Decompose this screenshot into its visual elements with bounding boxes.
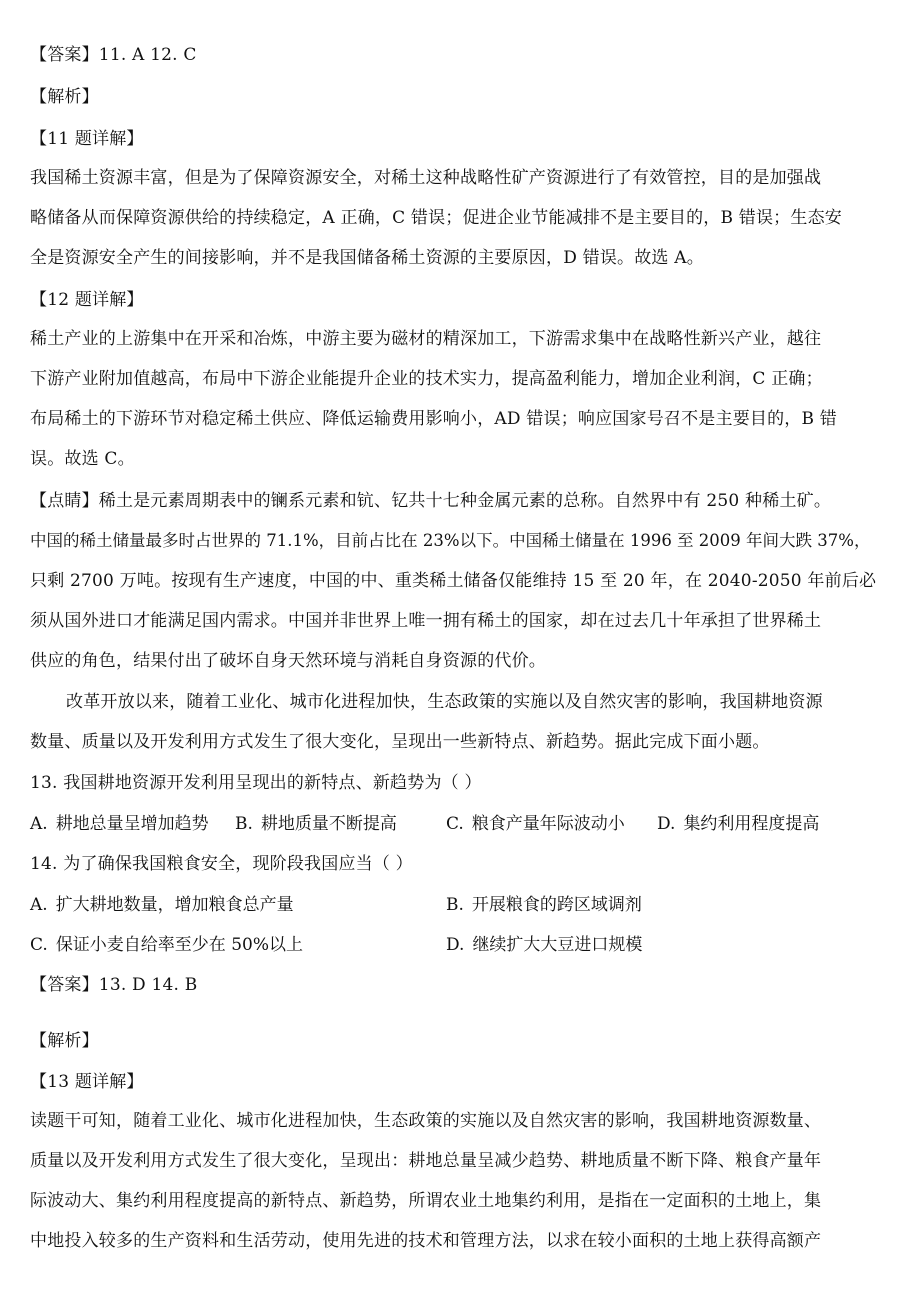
- q13-explanation-line: 读题干可知，随着工业化、城市化进程加快，生态政策的实施以及自然灾害的影响，我国耕地资源数量、: [30, 1111, 822, 1131]
- tip-line: 供应的角色，结果付出了破坏自身天然环境与消耗自身资源的代价。: [30, 651, 546, 671]
- option-key: D.: [446, 935, 465, 955]
- option-text: 耕地总量呈增加趋势: [55, 814, 209, 834]
- q13-stem: 13. 我国耕地资源开发利用呈现出的新特点、新趋势为（ ）: [30, 773, 482, 793]
- option-key: D.: [657, 814, 676, 834]
- q12-explanation-line: 下游产业附加值越高，布局中下游企业能提升企业的技术实力，提高盈利能力，增加企业利润，C 正确；: [30, 369, 823, 389]
- q12-explanation-line: 稀土产业的上游集中在开采和冶炼，中游主要为磁材的精深加工，下游需求集中在战略性新兴产业，越往: [30, 329, 822, 349]
- q14-option-b: [446, 893, 642, 917]
- tip-line: 须从国外进口才能满足国内需求。中国并非世界上唯一拥有稀土的国家，却在过去几十年承担了世界稀土: [30, 611, 822, 631]
- q13-option-b: [235, 812, 397, 836]
- option-text: 耕地质量不断提高: [260, 814, 397, 834]
- option-key: C.: [446, 814, 464, 834]
- q11-explanation-line: 全是资源安全产生的间接影响，并不是我国储备稀土资源的主要原因，D 错误。故选 A。: [30, 248, 704, 268]
- q13-option-c: [446, 812, 625, 836]
- q13-option-d: [657, 812, 819, 836]
- option-key: A.: [30, 895, 48, 915]
- option-text: 扩大耕地数量，增加粮食总产量: [55, 895, 294, 915]
- q13-explanation-line: 质量以及开发利用方式发生了很大变化，呈现出：耕地总量呈减少趋势、耕地质量不断下降、粮食产量年: [30, 1151, 822, 1171]
- q14-option-a: [30, 893, 294, 917]
- option-key: C.: [30, 935, 48, 955]
- q14-option-d: [446, 933, 642, 957]
- q12-detail-heading: 【12 题详解】: [30, 290, 144, 310]
- answer-line-13-14: 【答案】13. D 14. B: [30, 975, 198, 995]
- q12-explanation-line: 误。故选 C。: [30, 449, 135, 469]
- option-text: 开展粮食的跨区域调剂: [471, 895, 642, 915]
- q11-explanation-line: 略储备从而保障资源供给的持续稳定，A 正确，C 错误；促进企业节能减排不是主要目的，B 错误；生态安: [30, 208, 842, 228]
- analysis-heading: 【解析】: [30, 87, 99, 107]
- answer-line-11-12: 【答案】11. A 12. C: [30, 45, 197, 65]
- option-text: 保证小麦自给率至少在 50%以上: [55, 935, 304, 955]
- q13-explanation-line: 中地投入较多的生产资料和生活劳动，使用先进的技术和管理方法，以求在较小面积的土地上获得高额产: [30, 1231, 822, 1251]
- q13-option-a: [30, 812, 209, 836]
- q12-explanation-line: 布局稀土的下游环节对稳定稀土供应、降低运输费用影响小，AD 错误；响应国家号召不是主要目的，B 错: [30, 409, 838, 429]
- q13-explanation-line: 际波动大、集约利用程度提高的新特点、新趋势，所谓农业土地集约利用，是指在一定面积的土地上，集: [30, 1191, 822, 1211]
- q14-stem: 14. 为了确保我国粮食安全，现阶段我国应当（ ）: [30, 854, 413, 874]
- material-line: 数量、质量以及开发利用方式发生了很大变化，呈现出一些新特点、新趋势。据此完成下面小题。: [30, 732, 770, 752]
- tip-line: 只剩 2700 万吨。按现有生产速度，中国的中、重类稀土储备仅能维持 15 至 20 年，在 2040-2050 年前后必: [30, 571, 877, 591]
- material-line: 改革开放以来，随着工业化、城市化进程加快，生态政策的实施以及自然灾害的影响，我国耕地资源: [66, 692, 823, 712]
- q14-option-c: [30, 933, 303, 957]
- option-key: A.: [30, 814, 48, 834]
- option-key: B.: [446, 895, 464, 915]
- q13-detail-heading: 【13 题详解】: [30, 1072, 144, 1092]
- q11-detail-heading: 【11 题详解】: [30, 129, 144, 149]
- option-text: 集约利用程度提高: [683, 814, 820, 834]
- option-text: 继续扩大大豆进口规模: [472, 935, 643, 955]
- analysis-heading: 【解析】: [30, 1031, 99, 1051]
- tip-line: 中国的稀土储量最多时占世界的 71.1%，目前占比在 23%以下。中国稀土储量在 1996 至 2009 年间大跌 37%，: [30, 531, 871, 550]
- tip-line: 【点睛】稀土是元素周期表中的镧系元素和钪、钇共十七种金属元素的总称。自然界中有 250 种稀土矿。: [30, 491, 832, 511]
- option-text: 粮食产量年际波动小: [471, 814, 625, 834]
- option-key: B.: [235, 814, 253, 834]
- q11-explanation-line: 我国稀土资源丰富，但是为了保障资源安全，对稀土这种战略性矿产资源进行了有效管控，目的是加强战: [30, 168, 822, 188]
